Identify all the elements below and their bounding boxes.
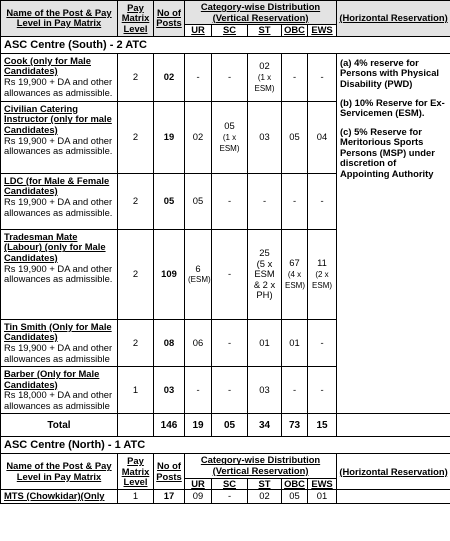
post-pay: Rs 19,900 + DA and other allowances as admissible. bbox=[4, 195, 113, 218]
post-pay: Rs 19,900 + DA and other allowances as admissible bbox=[4, 341, 113, 364]
level-cell: 2 bbox=[118, 173, 154, 229]
sc-cell: - bbox=[212, 173, 248, 229]
header-ur: UR bbox=[185, 478, 212, 490]
sc-note: (1 x ESM) bbox=[219, 132, 240, 153]
table-row bbox=[1, 53, 450, 101]
posts-cell: 03 bbox=[154, 367, 185, 414]
obc-cell: 05 bbox=[282, 490, 308, 504]
post-title: Barber (Only for Male Candidates) bbox=[4, 368, 100, 390]
header-posts: No of Posts bbox=[154, 1, 185, 37]
st-cell bbox=[248, 229, 282, 319]
posts-cell: 19 bbox=[154, 101, 185, 173]
header-st: ST bbox=[248, 25, 282, 37]
ews-cell: - bbox=[308, 53, 337, 101]
ews-cell: 04 bbox=[308, 101, 337, 173]
obc-cell: 01 bbox=[282, 319, 308, 366]
total-sc: 05 bbox=[212, 414, 248, 437]
sc-cell bbox=[212, 101, 248, 173]
header-sc: SC bbox=[212, 478, 248, 490]
reservation-msp: (c) 5% Reserve for Meritorious Sports Persons (MSP) under discretion of Appointing Authority bbox=[340, 125, 435, 179]
posts-cell: 17 bbox=[154, 490, 185, 504]
ews-value: 11 bbox=[317, 257, 327, 269]
post-title: LDC (for Male & Female Candidates) bbox=[4, 174, 110, 197]
post-pay: Rs 19,900 + DA and other allowances as admissible. bbox=[4, 262, 113, 285]
header-category: Category-wise Distribution (Vertical Reservation) bbox=[185, 454, 337, 478]
ews-cell: - bbox=[308, 367, 337, 414]
ur-cell: 05 bbox=[185, 173, 212, 229]
ews-note: (2 x ESM) bbox=[312, 269, 333, 290]
obc-cell: - bbox=[282, 173, 308, 229]
st-cell: - bbox=[248, 173, 282, 229]
obc-cell: - bbox=[282, 367, 308, 414]
level-cell: 2 bbox=[118, 229, 154, 319]
sc-cell: - bbox=[212, 229, 248, 319]
st-cell: 03 bbox=[248, 367, 282, 414]
obc-cell: - bbox=[282, 53, 308, 101]
posts-cell: 02 bbox=[154, 53, 185, 101]
post-pay: Rs 19,900 + DA and other allowances as admissible. bbox=[4, 75, 113, 98]
reservation-pwd: (a) 4% reserve for Persons with Physical Disability (PWD) bbox=[340, 56, 440, 89]
obc-cell: 05 bbox=[282, 101, 308, 173]
total-obc: 73 bbox=[282, 414, 308, 437]
total-horizontal-cell bbox=[337, 414, 450, 437]
header-posts: No of Posts bbox=[154, 454, 185, 490]
sc-cell: - bbox=[212, 53, 248, 101]
header-category: Category-wise Distribution (Vertical Reservation) bbox=[185, 1, 337, 25]
sc-value: 05 bbox=[224, 120, 235, 132]
reservation-esm: (b) 10% Reserve for Ex-Servicemen (ESM). bbox=[340, 96, 445, 119]
posts-cell: 08 bbox=[154, 319, 185, 366]
sc-cell: - bbox=[212, 490, 248, 504]
section-south bbox=[1, 36, 450, 53]
ur-cell: - bbox=[185, 367, 212, 414]
level-cell: 2 bbox=[118, 53, 154, 101]
st-cell: 03 bbox=[248, 101, 282, 173]
header-row bbox=[1, 1, 450, 25]
post-title: MTS (Chowkidar)(Only bbox=[1, 490, 118, 504]
level-cell: 2 bbox=[118, 101, 154, 173]
post-cell bbox=[1, 229, 118, 319]
header-post: Name of the Post & Pay Level in Pay Matrix bbox=[1, 454, 118, 490]
ur-cell: 02 bbox=[185, 101, 212, 173]
post-title: Civilian Catering Instructor (only for male Candidates) bbox=[4, 102, 112, 135]
section-title-north: ASC Centre (North) - 1 ATC bbox=[1, 437, 450, 454]
posts-cell: 109 bbox=[154, 229, 185, 319]
header-ews: EWS bbox=[308, 478, 337, 490]
level-cell: 2 bbox=[118, 319, 154, 366]
total-ews: 15 bbox=[308, 414, 337, 437]
level-cell: 1 bbox=[118, 490, 154, 504]
ur-value: 6 bbox=[195, 262, 201, 274]
post-cell bbox=[1, 319, 118, 366]
header-pay-level: Pay Matrix Level bbox=[118, 454, 154, 490]
obc-value: 67 bbox=[289, 257, 300, 269]
total-st: 34 bbox=[248, 414, 282, 437]
ur-cell: 09 bbox=[185, 490, 212, 504]
section-title-south: ASC Centre (South) - 2 ATC bbox=[1, 36, 450, 53]
post-cell bbox=[1, 101, 118, 173]
ews-cell: - bbox=[308, 319, 337, 366]
st-note: (5 x ESM & 2 x PH) bbox=[253, 257, 276, 301]
st-value: 25 bbox=[259, 247, 270, 259]
post-title: Tradesman Mate (Labour) (only for Male Candidates) bbox=[4, 230, 106, 263]
st-cell: 01 bbox=[248, 319, 282, 366]
sc-cell: - bbox=[212, 367, 248, 414]
level-cell: 1 bbox=[118, 367, 154, 414]
total-label: Total bbox=[1, 414, 118, 437]
post-cell bbox=[1, 53, 118, 101]
header-ur: UR bbox=[185, 25, 212, 37]
total-row bbox=[1, 414, 450, 437]
ews-cell: - bbox=[308, 173, 337, 229]
st-note: (1 x ESM) bbox=[254, 72, 275, 93]
post-cell bbox=[1, 367, 118, 414]
total-level-cell bbox=[118, 414, 154, 437]
posts-cell: 05 bbox=[154, 173, 185, 229]
header-ews: EWS bbox=[308, 25, 337, 37]
total-ur: 19 bbox=[185, 414, 212, 437]
ur-cell: - bbox=[185, 53, 212, 101]
header-st: ST bbox=[248, 478, 282, 490]
table-row bbox=[1, 490, 450, 504]
post-cell bbox=[1, 173, 118, 229]
post-pay: Rs 18,000 + DA and other allowances as admissible bbox=[4, 389, 113, 411]
header-obc: OBC bbox=[282, 25, 308, 37]
header-pay-level: Pay Matrix Level bbox=[118, 1, 154, 37]
ews-cell bbox=[308, 229, 337, 319]
header-sc: SC bbox=[212, 25, 248, 37]
ur-cell bbox=[185, 229, 212, 319]
obc-cell bbox=[282, 229, 308, 319]
st-value: 02 bbox=[259, 60, 270, 72]
sc-cell: - bbox=[212, 319, 248, 366]
header-post: Name of the Post & Pay Level in Pay Matrix bbox=[1, 1, 118, 37]
total-posts: 146 bbox=[154, 414, 185, 437]
st-cell: 02 bbox=[248, 490, 282, 504]
header-horizontal: (Horizontal Reservation) bbox=[337, 1, 450, 37]
obc-note: (4 x ESM) bbox=[285, 269, 305, 290]
horizontal-reservation-cell bbox=[337, 53, 450, 413]
header-row-north bbox=[1, 454, 450, 478]
horizontal-cell bbox=[337, 490, 450, 504]
header-horizontal: (Horizontal Reservation) bbox=[337, 454, 450, 490]
ews-cell: 01 bbox=[308, 490, 337, 504]
ur-cell: 06 bbox=[185, 319, 212, 366]
post-title: Cook (only for Male Candidates) bbox=[4, 54, 91, 77]
ur-note: (ESM) bbox=[188, 275, 211, 285]
post-pay: Rs 19,900 + DA and other allowances as admissible. bbox=[4, 134, 113, 157]
st-cell bbox=[248, 53, 282, 101]
section-north bbox=[1, 437, 450, 454]
post-title: Tin Smith (Only for Male Candidates) bbox=[4, 320, 112, 343]
header-obc: OBC bbox=[282, 478, 308, 490]
